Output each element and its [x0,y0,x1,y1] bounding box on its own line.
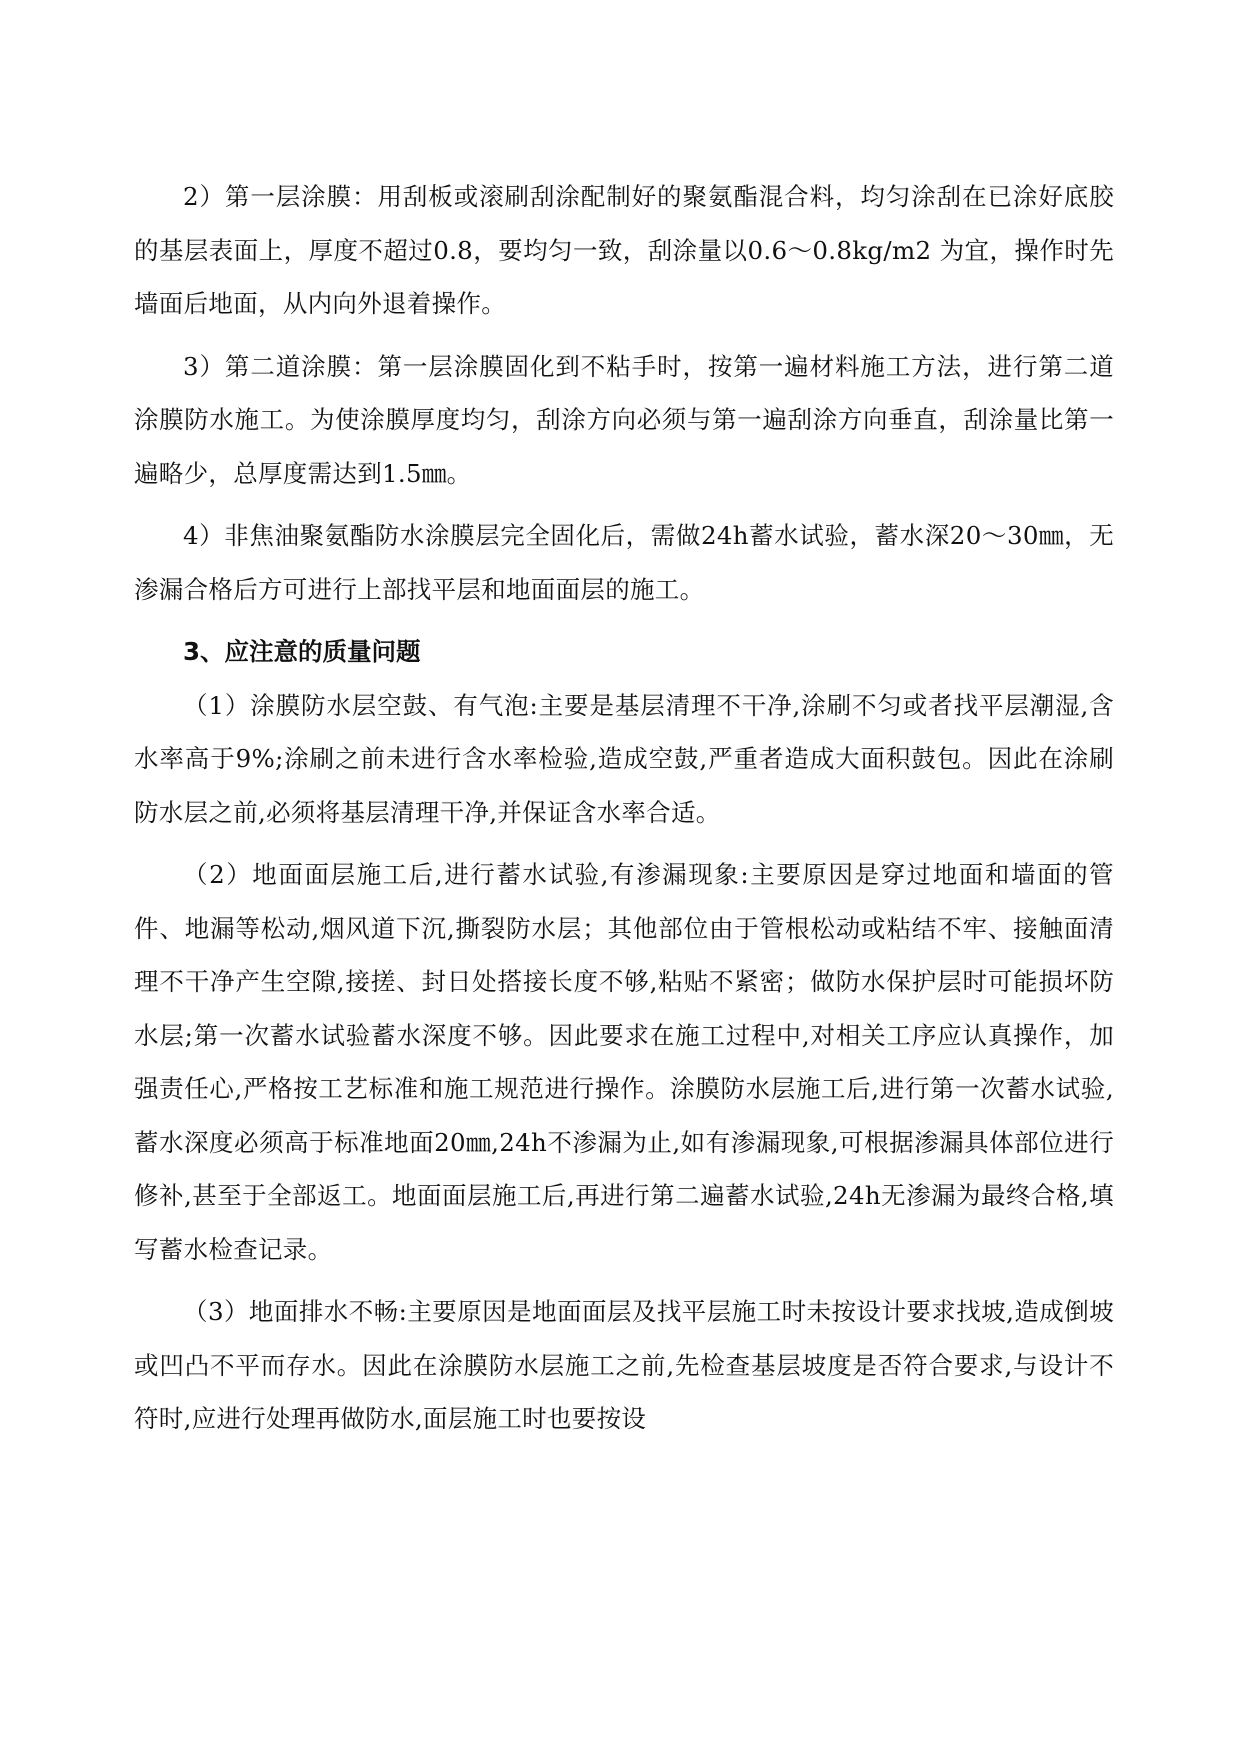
paragraph-issue-leakage: （2）地面面层施工后,进行蓄水试验,有渗漏现象:主要原因是穿过地面和墙面的管件、地漏等松动,烟风道下沉,撕裂防水层；其他部位由于管根松动或粘结不牢、接触面清理不干净产生空隙,接搓、封日处搭接长度不够,粘贴不紧密；做防水保护层时可能损坏防水层;第一次蓄水试验蓄水深度不够。因此要求在施工过程中,对相关工序应认真操作，加强责任心,严格按工艺标准和施工规范进行操作。涂膜防水层施工后,进行第一次蓄水试验,蓄水深度必须高于标准地面20㎜,24h不渗漏为止,如有渗漏现象,可根据渗漏具体部位进行修补,甚至于全部返工。地面面层施工后,再进行第二遍蓄水试验,24h无渗漏为最终合格,填写蓄水检查记录。 [134,860,1114,1264]
paragraph-water-test: 4）非焦油聚氨酯防水涂膜层完全固化后，需做24h蓄水试验，蓄水深20～30㎜，无渗漏合格后方可进行上部找平层和地面面层的施工。 [134,521,1114,604]
paragraph-issue-drainage: （3）地面排水不畅:主要原因是地面面层及找平层施工时未按设计要求找坡,造成倒坡或凹凸不平而存水。因此在涂膜防水层施工之前,先检查基层坡度是否符合要求,与设计不符时,应进行处理再做防水,面层施工时也要按设 [134,1297,1114,1433]
section-heading-quality-issues: 3、应注意的质量问题 [183,637,421,666]
paragraph-second-coating: 3）第二道涂膜：第一层涂膜固化到不粘手时，按第一遍材料施工方法，进行第二道涂膜防水施工。为使涂膜厚度均匀，刮涂方向必须与第一遍刮涂方向垂直，刮涂量比第一遍略少，总厚度需达到1.5㎜。 [134,351,1114,488]
paragraph-first-coating: 2）第一层涂膜：用刮板或滚刷刮涂配制好的聚氨酯混合料，均匀涂刮在已涂好底胶的基层表面上，厚度不超过0.8，要均匀一致，刮涂量以0.6～0.8kg/m2 为宜，操作时先墙面后地面，从内向外退着操作。 [134,182,1114,318]
paragraph-issue-hollowing: （1）涂膜防水层空鼓、有气泡:主要是基层清理不干净,涂刷不匀或者找平层潮湿,含水率高于9%;涂刷之前未进行含水率检验,造成空鼓,严重者造成大面积鼓包。因此在涂刷防水层之前,必须将基层清理干净,并保证含水率合适。 [134,690,1114,827]
document-body [134,170,1114,1446]
